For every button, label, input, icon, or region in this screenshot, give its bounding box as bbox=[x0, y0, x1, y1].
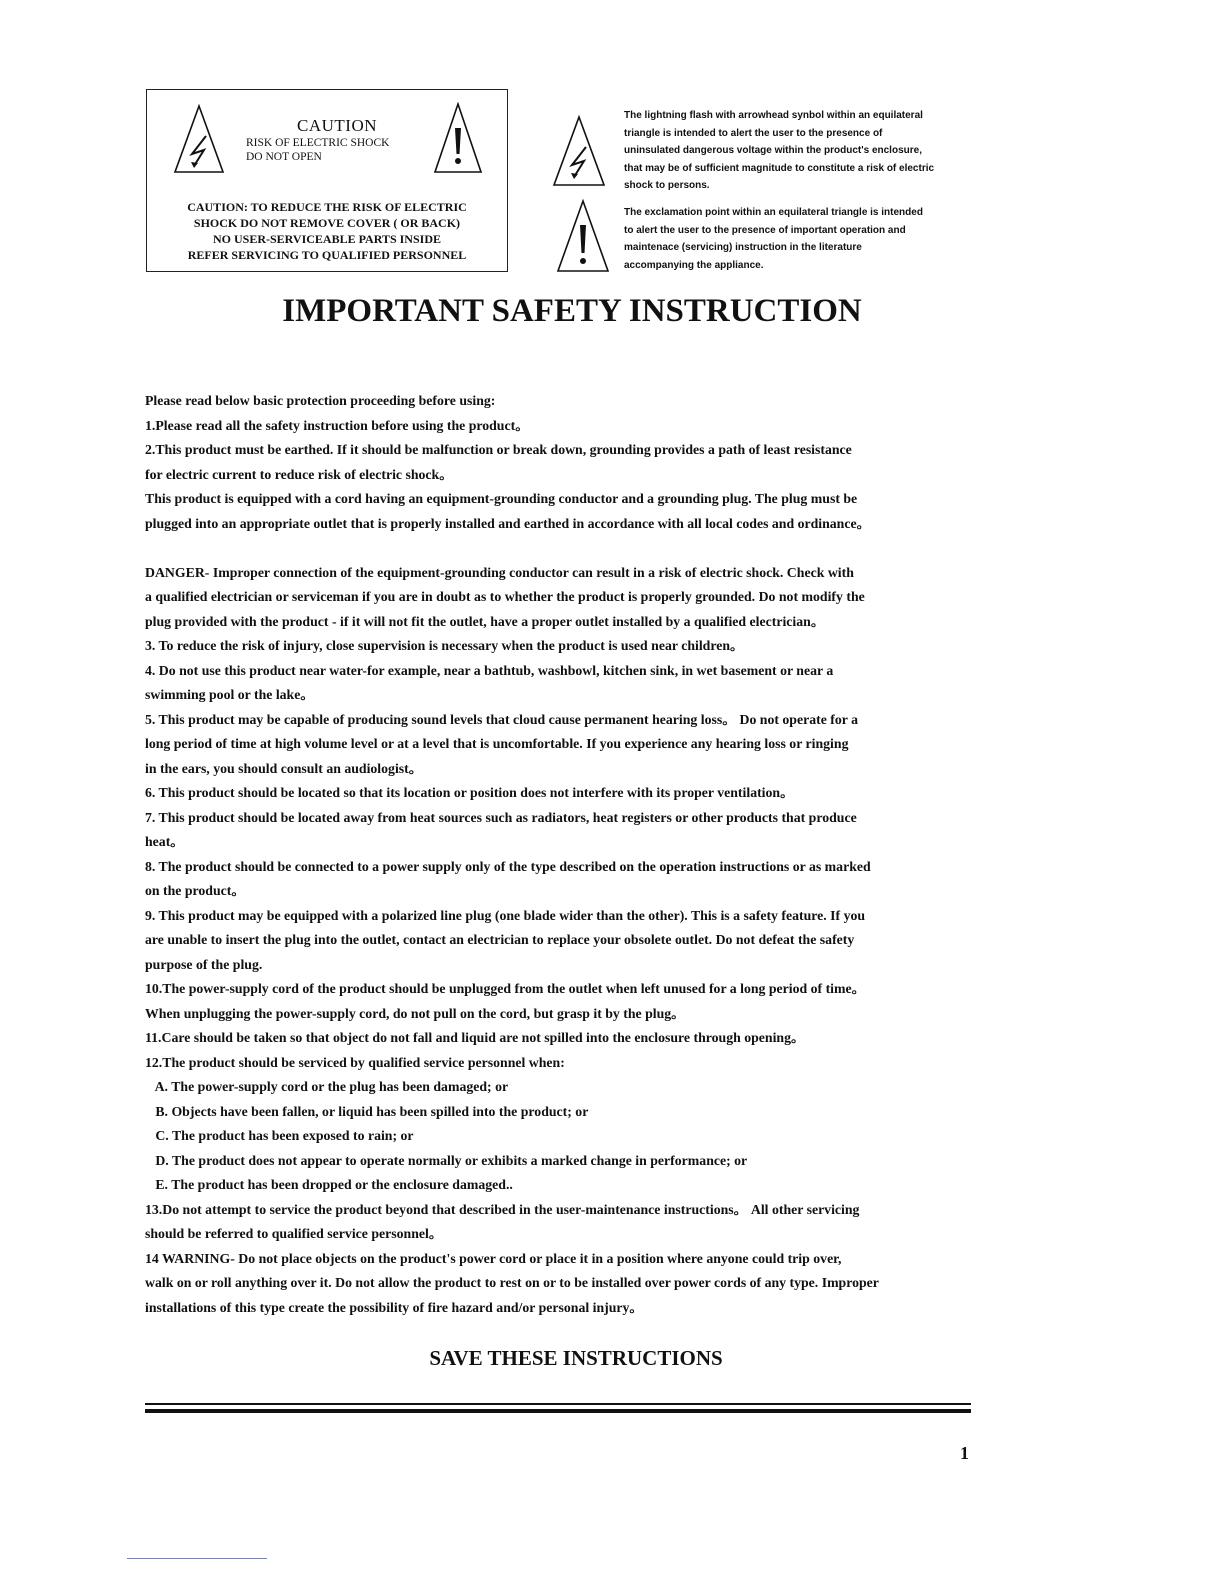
caution-sub-line: RISK OF ELECTRIC SHOCK bbox=[246, 137, 390, 149]
description-line: The exclamation point within an equilateral triangle is intended bbox=[624, 207, 923, 218]
caution-line: CAUTION: TO REDUCE THE RISK OF ELECTRIC bbox=[187, 200, 467, 214]
description-line: to alert the user to the presence of important operation and bbox=[624, 224, 906, 236]
instruction-line: 9. This product may be equipped with a polarized line plug (one blade wider than the other). This is a safety feature. If you bbox=[145, 907, 866, 923]
instruction-line: swimming pool or the lake。 bbox=[145, 687, 315, 702]
spacer bbox=[145, 536, 1045, 561]
instruction-line: in the ears, you should consult an audiologist。 bbox=[145, 760, 423, 776]
divider-thick bbox=[145, 1409, 971, 1413]
instruction-line: 12.The product should be serviced by qualified service personnel when: bbox=[145, 1054, 565, 1070]
caution-line: SHOCK DO NOT REMOVE COVER ( OR BACK) bbox=[193, 216, 461, 230]
caution-line: REFER SERVICING TO QUALIFIED PERSONNEL bbox=[187, 248, 467, 262]
lightning-symbol-icon bbox=[552, 115, 606, 187]
warning-line: installations of this type create the possibility of fire hazard and/or personal injury。 bbox=[145, 1299, 644, 1315]
instruction-line: When unplugging the power-supply cord, do not pull on the cord, but grasp it by the plug。 bbox=[145, 1005, 685, 1021]
caution-box bbox=[146, 89, 508, 272]
instruction-line: 5. This product may be capable of producing sound levels that cloud cause permanent hearing loss。 Do not operate for a bbox=[145, 711, 859, 727]
lightning-symbol-description bbox=[624, 107, 934, 195]
intro-line: Please read below basic protection proceeding before using: bbox=[145, 393, 496, 408]
caution-instructions bbox=[147, 199, 507, 263]
instruction-line: This product is equipped with a cord having an equipment-grounding conductor and a grounding plug. The plug must be bbox=[145, 491, 858, 506]
sub-item-line: E. The product has been dropped or the enclosure damaged.. bbox=[145, 1177, 513, 1192]
instruction-line: plugged into an appropriate outlet that is properly installed and earthed in accordance with all local codes and ordinance。 bbox=[145, 515, 871, 531]
instruction-line: for electric current to reduce risk of electric shock。 bbox=[145, 466, 454, 482]
description-line: triangle is intended to alert the user to the presence of bbox=[624, 127, 883, 139]
warning-line: 14 WARNING- Do not place objects on the product's power cord or place it in a position where anyone could trip over, bbox=[145, 1250, 842, 1266]
sub-item-line: D. The product does not appear to operate normally or exhibits a marked change in performance; or bbox=[145, 1152, 748, 1168]
instruction-line: 2.This product must be earthed. If it should be malfunction or break down, grounding provides a path of least resistance bbox=[145, 442, 852, 457]
instruction-line: 8. The product should be connected to a power supply only of the type described on the operation instructions or as marked bbox=[145, 858, 871, 874]
caution-line: NO USER-SERVICEABLE PARTS INSIDE bbox=[213, 232, 441, 246]
caution-subtitle bbox=[246, 136, 389, 164]
page-number: 1 bbox=[960, 1443, 969, 1463]
sub-item-line: C. The product has been exposed to rain; or bbox=[145, 1128, 414, 1143]
instruction-line: 7. This product should be located away from heat sources such as radiators, heat registers or other products that produce bbox=[145, 809, 857, 825]
safety-instructions-body bbox=[145, 389, 1045, 1320]
danger-line: DANGER- Improper connection of the equipment-grounding conductor can result in a risk of electric shock. Check with bbox=[145, 564, 854, 580]
description-line: The lightning flash with arrowhead synbol within an equilateral bbox=[624, 110, 923, 121]
instruction-line: heat。 bbox=[145, 834, 185, 849]
exclamation-warning-icon bbox=[433, 102, 483, 174]
save-instructions-heading: SAVE THESE INSTRUCTIONS bbox=[429, 1346, 723, 1370]
description-line: uninsulated dangerous voltage within the product's enclosure, bbox=[624, 145, 922, 156]
danger-line: plug provided with the product - if it will not fit the outlet, have a proper outlet installed by a qualified electrician。 bbox=[145, 613, 825, 629]
instruction-line: purpose of the plug. bbox=[145, 956, 263, 972]
instruction-line: 10.The power-supply cord of the product should be unplugged from the outlet when left unused for a long period of time。 bbox=[145, 981, 866, 996]
instruction-line: 11.Care should be taken so that object do not fall and liquid are not spilled into the enclosure through opening。 bbox=[145, 1030, 805, 1045]
description-line: shock to persons. bbox=[624, 180, 710, 191]
description-line: accompanying the appliance. bbox=[624, 259, 764, 271]
instruction-line: on the product。 bbox=[145, 883, 246, 898]
instruction-line: 13.Do not attempt to service the product beyond that described in the user-maintenance instructions。 All other servicing bbox=[145, 1201, 860, 1217]
sub-item-line: A. The power-supply cord or the plug has been damaged; or bbox=[145, 1079, 509, 1094]
instruction-line: 1.Please read all the safety instruction before using the product。 bbox=[145, 417, 529, 433]
instruction-line: long period of time at high volume level or at a level that is uncomfortable. If you experience any hearing loss or ringing bbox=[145, 736, 849, 751]
instruction-line: 3. To reduce the risk of injury, close supervision is necessary when the product is used near children。 bbox=[145, 638, 744, 653]
danger-line: a qualified electrician or serviceman if you are in doubt as to whether the product is properly grounded. Do not modify the bbox=[145, 589, 865, 604]
instruction-line: 6. This product should be located so that its location or position does not interfere with its proper ventilation。 bbox=[145, 785, 794, 800]
description-line: that may be of sufficient magnitude to constitute a risk of electric bbox=[624, 162, 935, 174]
exclamation-symbol-icon bbox=[556, 199, 610, 273]
caution-sub-line: DO NOT OPEN bbox=[246, 151, 322, 163]
link-underline bbox=[127, 1558, 267, 1559]
divider-thin bbox=[145, 1403, 971, 1405]
warning-line: walk on or roll anything over it. Do not allow the product to rest on or to be installed over power cords of any type. Improper bbox=[145, 1275, 879, 1290]
sub-item-line: B. Objects have been fallen, or liquid has been spilled into the product; or bbox=[145, 1103, 589, 1119]
instruction-line: are unable to insert the plug into the outlet, contact an electrician to replace your obsolete outlet. Do not defeat the safety bbox=[145, 932, 855, 947]
page-title: IMPORTANT SAFETY INSTRUCTION bbox=[282, 293, 862, 329]
instruction-line: 4. Do not use this product near water-for example, near a bathtub, washbowl, kitchen sink, in wet basement or near a bbox=[145, 662, 834, 678]
lightning-warning-icon bbox=[173, 104, 225, 174]
description-line: maintenace (servicing) instruction in the literature bbox=[624, 242, 862, 253]
exclamation-symbol-description bbox=[624, 204, 923, 274]
instruction-line: should be referred to qualified service personnel。 bbox=[145, 1226, 443, 1241]
caution-title: CAUTION bbox=[297, 116, 377, 135]
